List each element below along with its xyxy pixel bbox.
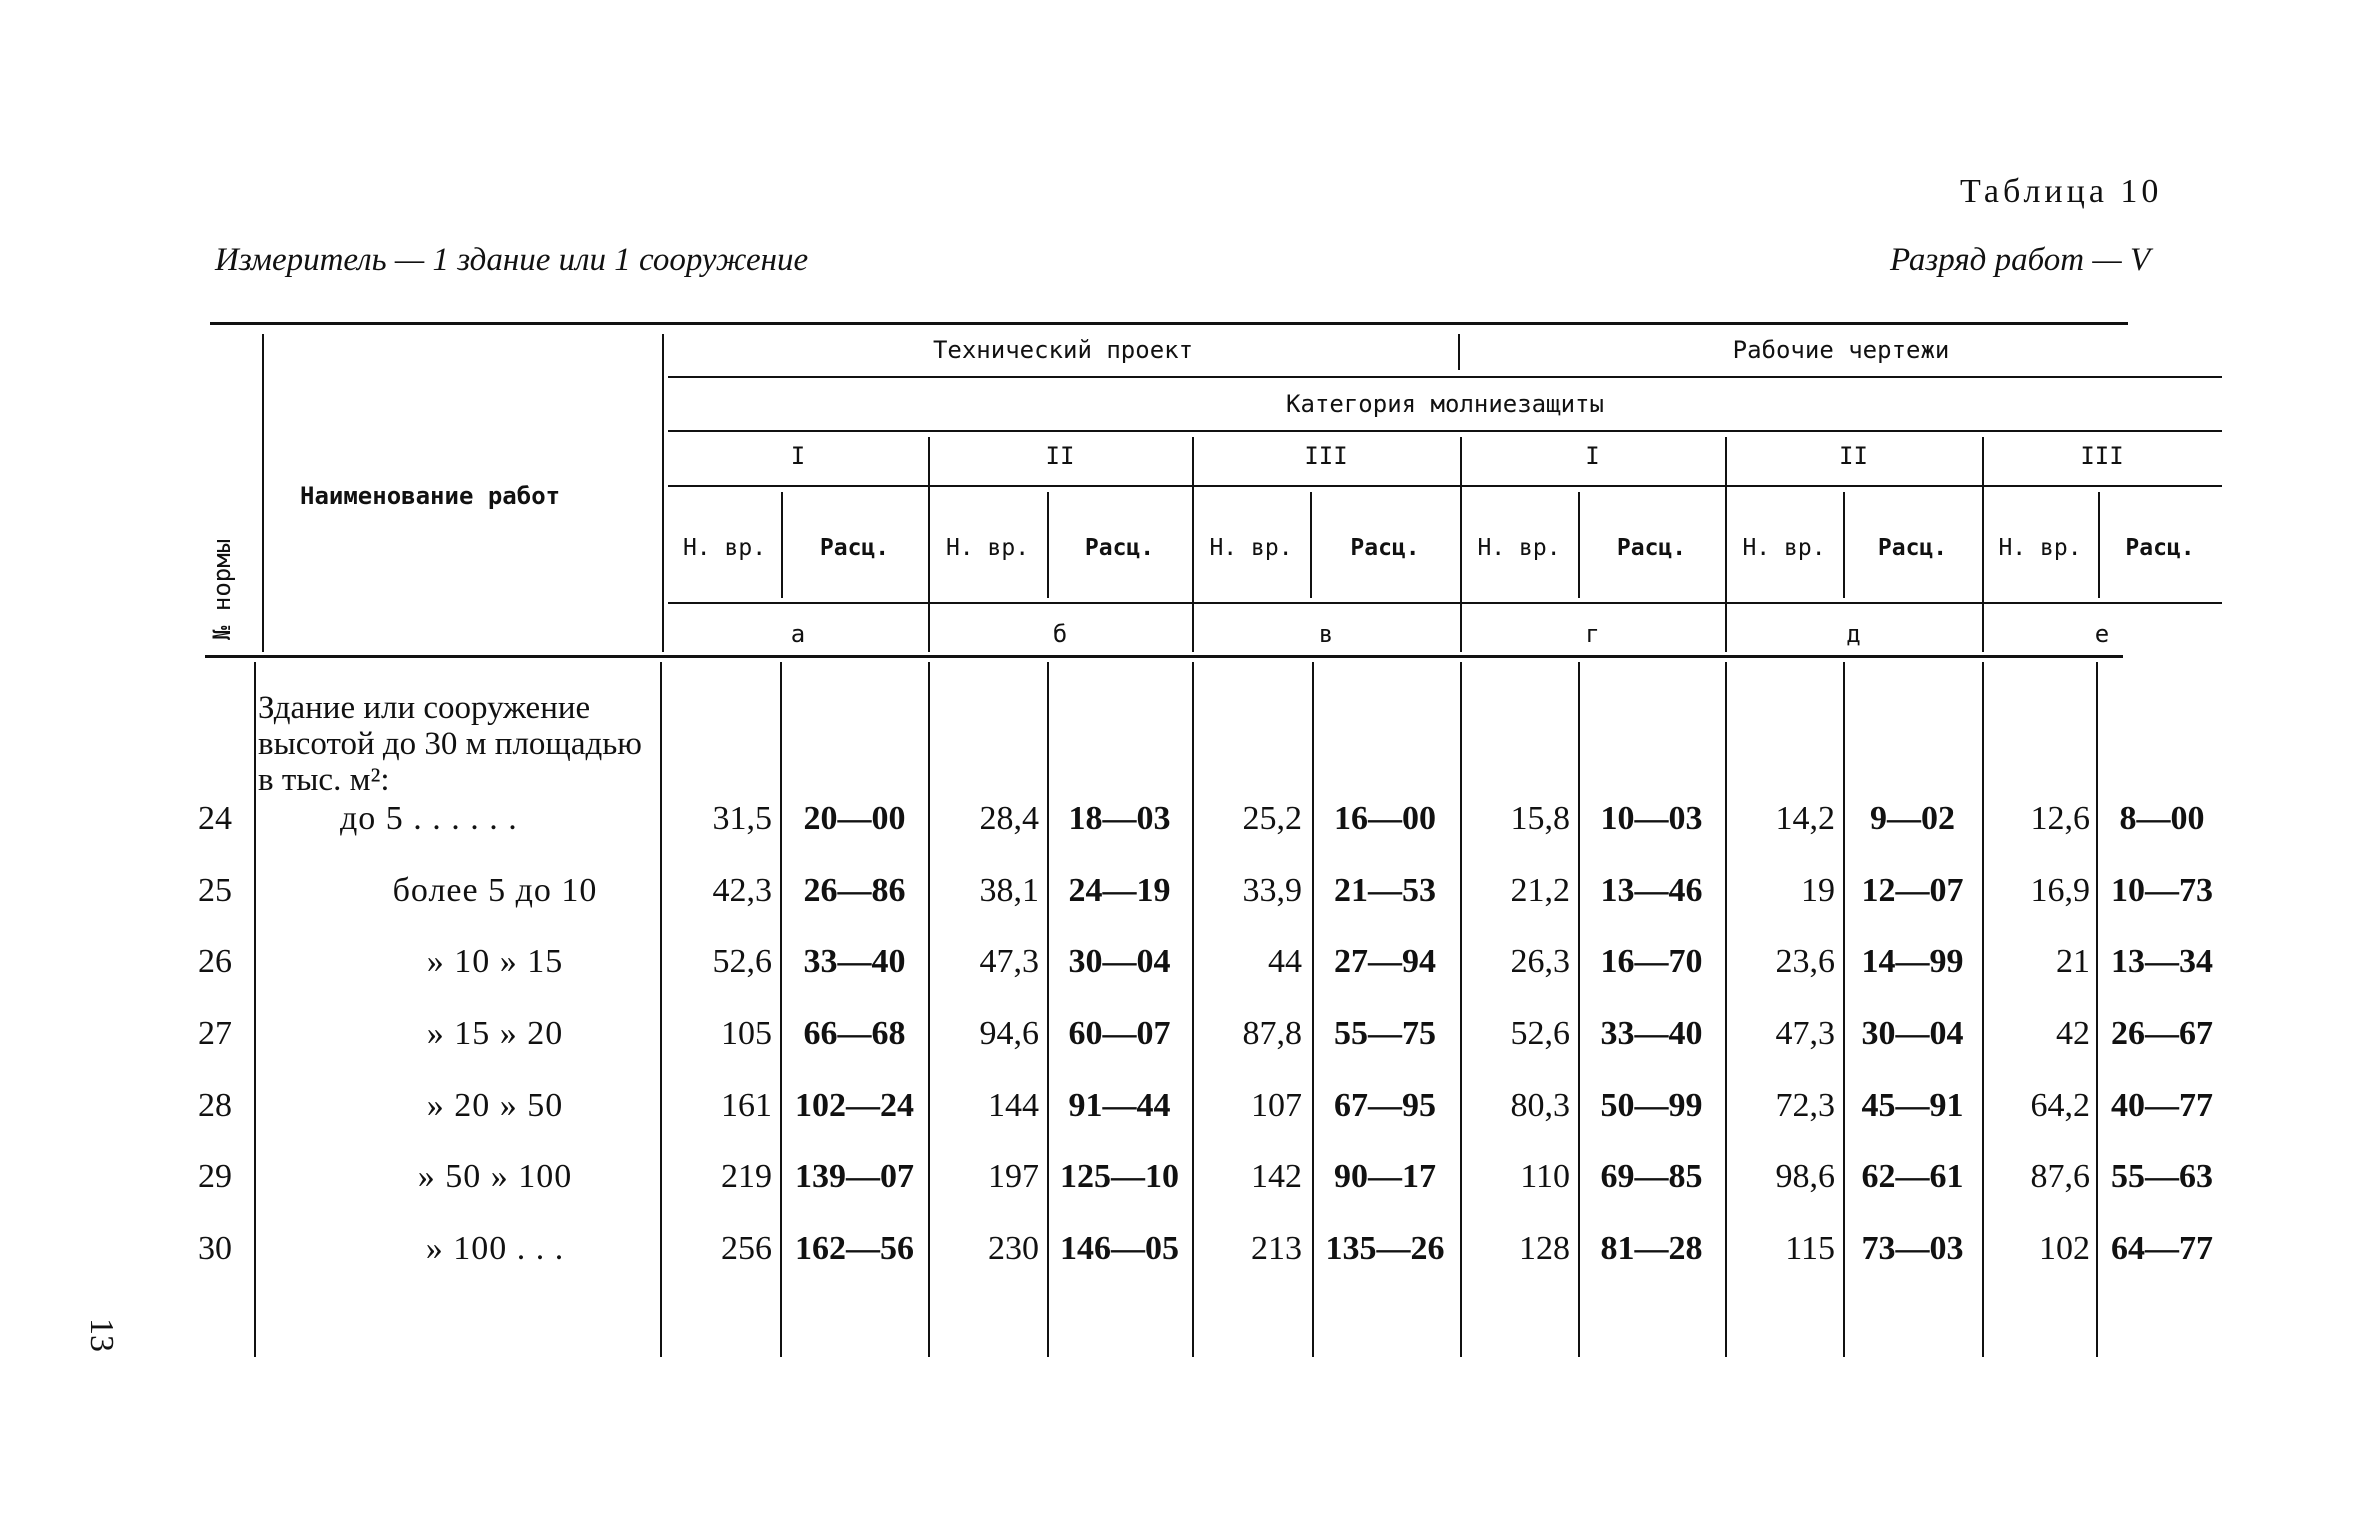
time-norm-cell: 144 [988,1087,1039,1124]
header-top-rule [210,322,2128,325]
price-cell: 18—03 [1068,800,1171,837]
price-cell: 33—40 [1600,1015,1703,1052]
time-norm-cell: 110 [1520,1158,1570,1195]
time-norm-cell: 42,3 [712,872,772,909]
time-norm-cell: 102 [2039,1230,2090,1267]
vline-no [262,334,264,652]
price-cell: 69—85 [1600,1158,1703,1195]
time-norm-cell: 219 [721,1158,772,1195]
time-norm-cell: 47,3 [1775,1015,1835,1052]
page-number: 13 [83,1318,120,1352]
price-cell: 40—77 [2111,1087,2213,1124]
time-norm-cell: 72,3 [1775,1087,1835,1124]
table-label: Таблица 10 [1960,173,2163,210]
price-cell: 27—94 [1334,943,1436,980]
time-norm-cell: 15,8 [1510,800,1570,837]
time-norm-cell: 256 [721,1230,772,1267]
row-number: 30 [198,1230,232,1267]
table-description: Здание или сооружение высотой до 30 м площадью в тыс. м²: [258,690,642,798]
price-cell: 67—95 [1334,1087,1436,1124]
time-norm-cell: 26,3 [1510,943,1570,980]
time-norm-cell: 94,6 [979,1015,1039,1052]
price-header-e: Расц. [1877,535,1948,561]
column-letter-b: б [1052,620,1068,648]
time-norm-cell: 14,2 [1775,800,1835,837]
time-norm-cell: 31,5 [712,800,772,837]
row-name: » 15 » 20 [426,1015,564,1052]
time-norm-cell: 21 [2056,943,2090,980]
price-cell: 162—56 [795,1230,914,1267]
time-norm-cell: 23,6 [1775,943,1835,980]
column-letter-d: г [1585,620,1600,648]
time-norm-cell: 64,2 [2030,1087,2090,1124]
rule-category [668,376,2222,378]
row-name: более 5 до 10 [392,872,598,909]
price-cell: 30—04 [1068,943,1171,980]
price-header-d: Расц. [1616,535,1687,561]
row-number: 27 [198,1015,232,1052]
row-name: до 5 . . . . . . [340,800,518,837]
time-norm-cell: 105 [721,1015,772,1052]
price-cell: 13—46 [1600,872,1703,909]
norm-no-header: № нормы [208,538,236,640]
price-cell: 16—00 [1334,800,1436,837]
time-norm-cell: 16,9 [2030,872,2090,909]
price-cell: 102—24 [795,1087,914,1124]
price-cell: 55—75 [1334,1015,1436,1052]
price-header-c: Расц. [1350,535,1420,561]
price-cell: 62—61 [1861,1158,1964,1195]
price-cell: 60—07 [1068,1015,1171,1052]
time-norm-cell: 230 [988,1230,1039,1267]
price-cell: 45—91 [1861,1087,1964,1124]
meter-caption: Измеритель — 1 здание или 1 сооружение [215,242,809,278]
row-name: » 100 . . . [425,1230,565,1267]
column-letter-e: д [1846,620,1861,648]
time-norm-cell: 19 [1801,872,1835,909]
category-5-header: II [1839,442,1868,470]
price-cell: 64—77 [2111,1230,2213,1267]
rule-subhead [668,485,2222,487]
time-norm-cell: 213 [1251,1230,1302,1267]
price-cell: 50—99 [1600,1087,1703,1124]
price-cell: 73—03 [1861,1230,1964,1267]
price-cell: 26—67 [2111,1015,2213,1052]
header-bottom-rule [205,655,2123,658]
tech-project-header: Технический проект [932,336,1194,364]
lightning-category-header: Категория молниезащиты [1286,390,1604,418]
price-cell: 8—00 [2119,800,2205,837]
row-number: 24 [198,800,232,837]
row-number: 29 [198,1158,232,1195]
price-cell: 20—00 [803,800,906,837]
price-header-f: Расц. [2125,535,2195,561]
time-header-f: Н. вр. [1998,535,2082,561]
price-cell: 90—17 [1334,1158,1436,1195]
price-cell: 26—86 [803,872,906,909]
time-norm-cell: 44 [1268,943,1302,980]
column-letter-f: е [2094,620,2110,648]
price-cell: 14—99 [1861,943,1964,980]
price-cell: 16—70 [1600,943,1703,980]
price-cell: 125—10 [1060,1158,1179,1195]
time-header-e: Н. вр. [1742,535,1826,561]
price-cell: 91—44 [1068,1087,1171,1124]
time-norm-cell: 87,8 [1242,1015,1302,1052]
time-norm-cell: 80,3 [1510,1087,1570,1124]
price-cell: 12—07 [1861,872,1964,909]
time-norm-cell: 33,9 [1242,872,1302,909]
column-letter-a: а [790,620,806,648]
time-header-d: Н. вр. [1477,535,1561,561]
price-cell: 81—28 [1600,1230,1703,1267]
time-norm-cell: 21,2 [1510,872,1570,909]
price-cell: 13—34 [2111,943,2213,980]
time-norm-cell: 42 [2056,1015,2090,1052]
row-number: 26 [198,943,232,980]
time-norm-cell: 28,4 [979,800,1039,837]
row-name: » 20 » 50 [426,1087,564,1124]
grade-caption: Разряд работ — V [1890,242,2151,278]
category-1-header: I [790,442,806,470]
time-norm-cell: 47,3 [979,943,1039,980]
time-header-c: Н. вр. [1209,535,1293,561]
rule-category-bottom [668,430,2222,432]
time-header-a: Н. вр. [682,535,767,561]
work-drawings-header: Рабочие чертежи [1732,336,1950,364]
rule-letters [668,602,2222,604]
price-header-b: Расц. [1084,535,1155,561]
price-cell: 10—03 [1600,800,1703,837]
time-norm-cell: 98,6 [1775,1158,1835,1195]
time-norm-cell: 107 [1251,1087,1302,1124]
time-norm-cell: 25,2 [1242,800,1302,837]
time-norm-cell: 52,6 [1510,1015,1570,1052]
row-name: » 50 » 100 [417,1158,573,1195]
price-cell: 10—73 [2111,872,2213,909]
row-number: 28 [198,1087,232,1124]
price-cell: 66—68 [803,1015,906,1052]
price-cell: 55—63 [2111,1158,2213,1195]
time-norm-cell: 12,6 [2030,800,2090,837]
body-vline-no [254,662,256,1357]
time-norm-cell: 142 [1251,1158,1302,1195]
column-letter-c: в [1318,620,1334,648]
price-cell: 146—05 [1060,1230,1179,1267]
price-cell: 24—19 [1068,872,1171,909]
price-cell: 30—04 [1861,1015,1964,1052]
time-norm-cell: 38,1 [979,872,1039,909]
price-header-a: Расц. [819,535,890,561]
time-norm-cell: 52,6 [712,943,772,980]
category-6-header: III [2080,442,2124,470]
category-4-header: I [1585,442,1600,470]
time-norm-cell: 128 [1519,1230,1570,1267]
category-3-header: III [1304,442,1348,470]
price-cell: 33—40 [803,943,906,980]
price-cell: 135—26 [1325,1230,1445,1267]
row-name: » 10 » 15 [426,943,564,980]
time-norm-cell: 197 [988,1158,1039,1195]
row-number: 25 [198,872,232,909]
time-norm-cell: 87,6 [2030,1158,2090,1195]
work-name-header: Наименование работ [300,482,561,510]
category-2-header: II [1045,442,1075,470]
price-cell: 21—53 [1334,872,1436,909]
price-cell: 9—02 [1870,800,1955,837]
vline-name [662,334,664,652]
time-norm-cell: 115 [1785,1230,1835,1267]
time-header-b: Н. вр. [945,535,1030,561]
time-norm-cell: 161 [721,1087,772,1124]
price-cell: 139—07 [795,1158,914,1195]
